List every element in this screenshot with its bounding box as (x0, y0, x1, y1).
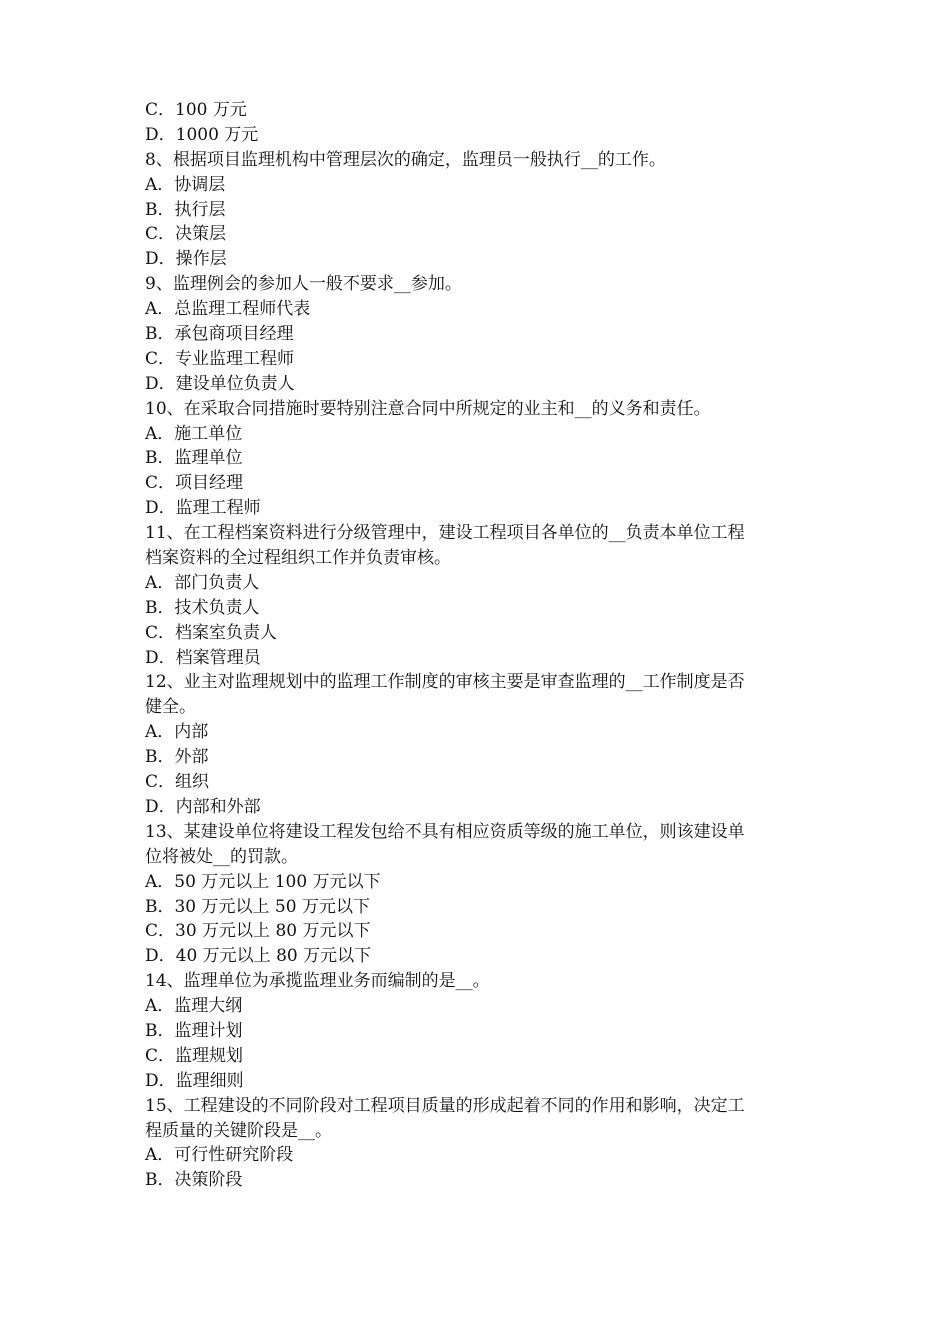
question-11-text-line2: 档案资料的全过程组织工作并负责审核。 (145, 548, 451, 569)
q12-option-c: C．组织 (145, 772, 210, 793)
q12-option-a: A．内部 (145, 722, 209, 743)
q8-option-c: C．决策层 (145, 224, 227, 245)
question-12-text-line1: 12、业主对监理规划中的监理工作制度的审核主要是审查监理的__工作制度是否 (145, 672, 745, 693)
question-14-text: 14、监理单位为承揽监理业务而编制的是__。 (145, 971, 490, 992)
option-c-line: C．100 万元 (145, 100, 247, 120)
q9-option-c: C．专业监理工程师 (145, 348, 295, 369)
question-13-text-line2: 位将被处__的罚款。 (145, 846, 298, 867)
q10-option-c: C．项目经理 (145, 473, 244, 494)
question-13-text-line1: 13、某建设单位将建设工程发包给不具有相应资质等级的施工单位，则该建设单 (145, 821, 745, 842)
q12-option-d: D．内部和外部 (145, 796, 261, 817)
q13-option-d: D．40 万元以上 80 万元以下 (145, 946, 372, 967)
q14-option-d: D．监理细则 (145, 1070, 244, 1091)
q8-option-d: D．操作层 (145, 249, 227, 270)
question-12-text-line2: 健全。 (145, 697, 196, 718)
q8-option-b: B．执行层 (145, 199, 226, 220)
q15-option-b: B．决策阶段 (145, 1170, 243, 1191)
question-8-text: 8、根据项目监理机构中管理层次的确定，监理员一般执行__的工作。 (145, 149, 666, 170)
q9-option-b: B．承包商项目经理 (145, 324, 294, 345)
q12-option-b: B．外部 (145, 747, 209, 768)
q11-option-a: A．部门负责人 (145, 572, 260, 593)
q10-option-b: B．监理单位 (145, 448, 243, 469)
q11-option-d: D．档案管理员 (145, 647, 261, 668)
question-15-text-line2: 程质量的关键阶段是__。 (145, 1120, 332, 1141)
q9-option-d: D．建设单位负责人 (145, 373, 295, 394)
option-d-line: D．1000 万元 (145, 124, 259, 145)
q10-option-d: D．监理工程师 (145, 498, 261, 519)
q9-option-a: A．总监理工程师代表 (145, 299, 311, 320)
q15-option-a: A．可行性研究阶段 (145, 1145, 294, 1166)
q13-option-c: C．30 万元以上 80 万元以下 (145, 921, 371, 942)
q13-option-b: B．30 万元以上 50 万元以下 (145, 896, 370, 917)
question-11-text-line1: 11、在工程档案资料进行分级管理中，建设工程项目各单位的__负责本单位工程 (145, 523, 745, 544)
question-9-text: 9、监理例会的参加人一般不要求__参加。 (145, 274, 462, 295)
question-10-text: 10、在采取合同措施时要特别注意合同中所规定的业主和__的义务和责任。 (145, 398, 711, 419)
q8-option-a: A．协调层 (145, 174, 226, 195)
q13-option-a: A．50 万元以上 100 万元以下 (145, 871, 381, 892)
document-page (145, 98, 810, 1193)
q14-option-a: A．监理大纲 (145, 996, 243, 1017)
q11-option-c: C．档案室负责人 (145, 622, 278, 643)
question-15-text-line1: 15、工程建设的不同阶段对工程项目质量的形成起着不同的作用和影响，决定工 (145, 1095, 745, 1116)
q14-option-b: B．监理计划 (145, 1020, 243, 1041)
q14-option-c: C．监理规划 (145, 1045, 244, 1066)
q11-option-b: B．技术负责人 (145, 597, 260, 618)
q10-option-a: A．施工单位 (145, 423, 243, 444)
